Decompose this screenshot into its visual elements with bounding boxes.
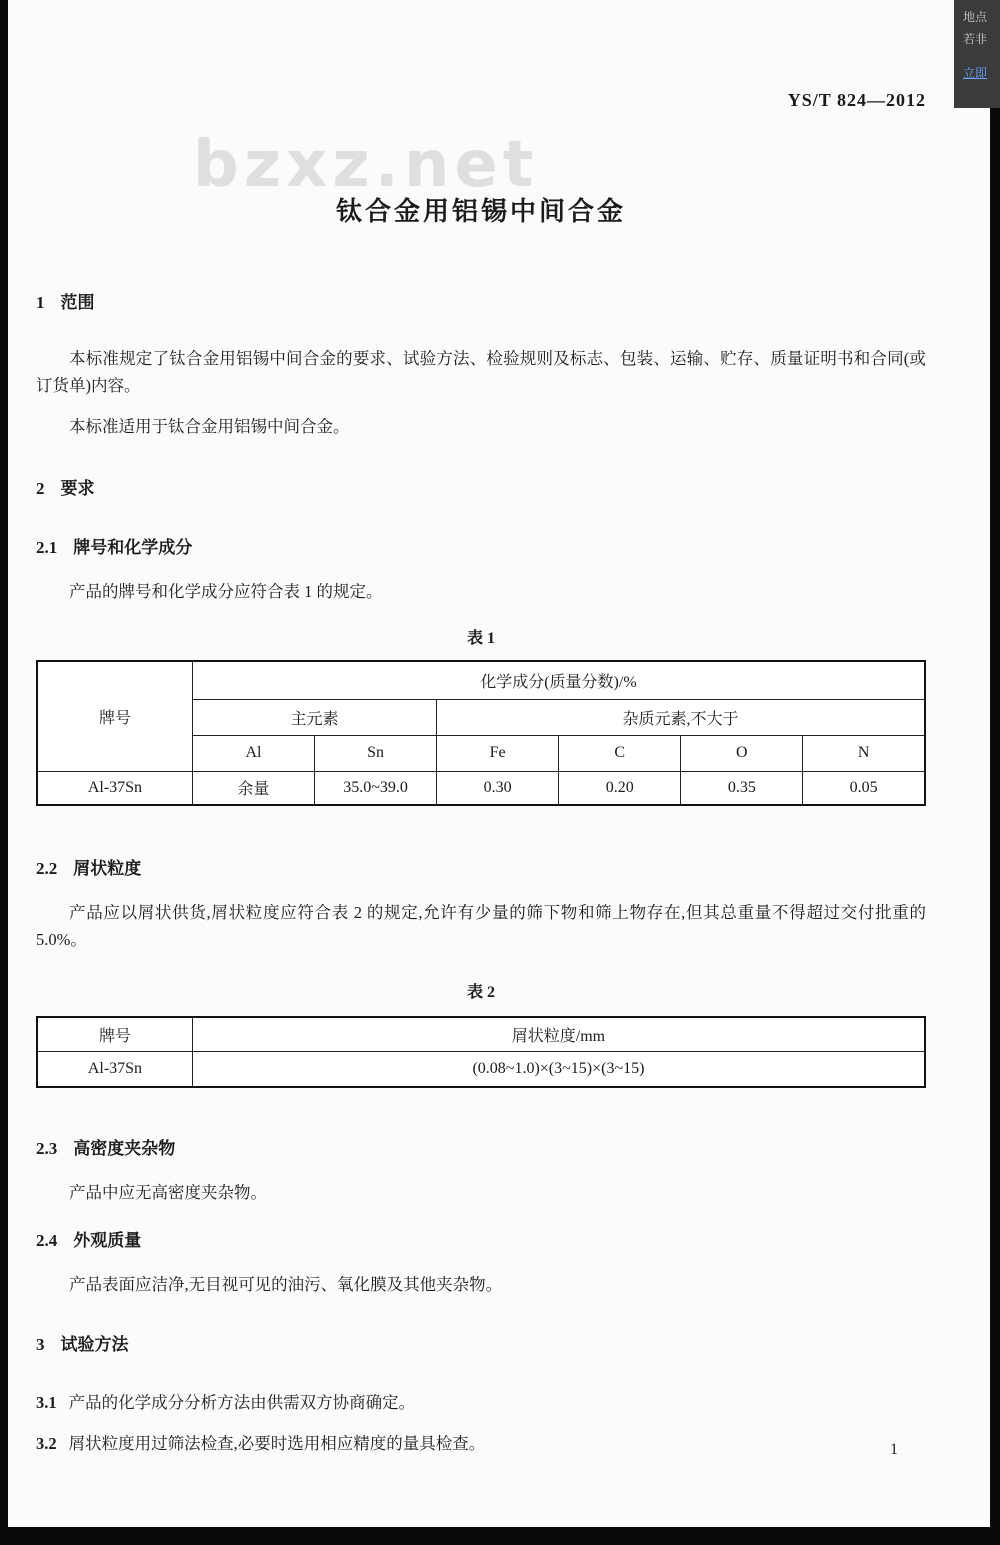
section-2-1-heading	[36, 533, 926, 558]
clause-text: 产品的化学成分分析方法由供需双方协商确定。	[68, 1393, 416, 1412]
table1-main-elements-group: 主元素	[192, 699, 436, 735]
section-2-2-heading	[36, 854, 926, 879]
popup-overlay	[954, 0, 1000, 108]
section-number: 3	[36, 1335, 45, 1354]
section-title: 要求	[60, 479, 95, 498]
table-1-caption: 表 1	[466, 630, 495, 647]
table-row	[37, 1051, 925, 1087]
table-1	[36, 660, 926, 806]
table1-row-brand: Al-37Sn	[37, 771, 192, 805]
page-title: 钛合金用铝锡中间合金	[335, 197, 626, 226]
table1-value-c: 0.20	[559, 771, 681, 805]
table1-impurity-group: 杂质元素,不大于	[437, 699, 925, 735]
document-page	[8, 0, 990, 1527]
table2-row-value: (0.08~1.0)×(3~15)×(3~15)	[192, 1051, 925, 1087]
paragraph-scope-2: 本标准适用于钛合金用铝锡中间合金。	[69, 417, 350, 436]
section-number: 2.1	[36, 538, 58, 557]
section-title: 高密度夹杂物	[73, 1139, 176, 1158]
page-number: 1	[890, 1441, 898, 1458]
table-2-caption: 表 2	[466, 984, 495, 1001]
table2-row-brand: Al-37Sn	[37, 1051, 192, 1087]
section-title: 试验方法	[60, 1335, 129, 1354]
clause-3-2	[36, 1430, 926, 1457]
table2-size-header: 屑状粒度/mm	[192, 1017, 925, 1051]
section-number: 2.3	[36, 1139, 58, 1158]
standard-number: YS/T 824—2012	[787, 90, 926, 110]
table2-brand-header: 牌号	[37, 1017, 192, 1051]
overlay-text-line2: 若非	[963, 32, 988, 47]
table1-value-fe: 0.30	[437, 771, 559, 805]
table1-value-sn: 35.0~39.0	[314, 771, 436, 805]
section-title: 牌号和化学成分	[73, 538, 193, 557]
table1-element-sn: Sn	[314, 735, 436, 771]
table-row	[37, 771, 925, 805]
clause-number: 3.1	[36, 1393, 57, 1412]
section-number: 1	[36, 293, 45, 312]
table1-element-al: Al	[192, 735, 314, 771]
section-number: 2	[36, 479, 45, 498]
paragraph-particle-size: 产品应以屑状供货,屑状粒度应符合表 2 的规定,允许有少量的筛下物和筛上物存在,但其总重量不得超过交付批重的 5.0%。	[36, 903, 926, 949]
section-2-3-heading	[36, 1134, 926, 1159]
paragraph-scope-1: 本标准规定了钛合金用铝锡中间合金的要求、试验方法、检验规则及标志、包装、运输、贮存、质量证明书和合同(或订货单)内容。	[36, 349, 926, 395]
clause-text: 屑状粒度用过筛法检查,必要时选用相应精度的量具检查。	[68, 1434, 486, 1453]
table-2	[36, 1016, 926, 1088]
section-3-heading	[36, 1330, 926, 1355]
section-2-4-heading	[36, 1226, 926, 1251]
paragraph-inclusions: 产品中应无高密度夹杂物。	[69, 1183, 267, 1202]
table1-value-o: 0.35	[681, 771, 803, 805]
section-title: 范围	[60, 293, 95, 312]
paragraph-composition: 产品的牌号和化学成分应符合表 1 的规定。	[69, 582, 383, 601]
table1-element-c: C	[559, 735, 681, 771]
table1-value-n: 0.05	[803, 771, 925, 805]
section-number: 2.4	[36, 1231, 58, 1250]
section-number: 2.2	[36, 859, 58, 878]
clause-3-1	[36, 1389, 926, 1416]
table1-element-n: N	[803, 735, 925, 771]
table1-value-al: 余量	[192, 771, 314, 805]
table1-element-o: O	[681, 735, 803, 771]
table1-composition-header: 化学成分(质量分数)/%	[192, 661, 925, 699]
section-title: 屑状粒度	[73, 859, 142, 878]
overlay-link[interactable]: 立即	[963, 66, 988, 81]
watermark: bzxz.net	[193, 128, 539, 202]
clause-number: 3.2	[36, 1434, 57, 1453]
table1-element-fe: Fe	[437, 735, 559, 771]
section-1-heading	[36, 288, 926, 313]
table1-brand-header: 牌号	[37, 661, 192, 771]
section-title: 外观质量	[73, 1231, 142, 1250]
overlay-text-line1: 地点	[963, 10, 988, 24]
paragraph-appearance: 产品表面应洁净,无目视可见的油污、氧化膜及其他夹杂物。	[69, 1275, 503, 1294]
section-2-heading	[36, 474, 926, 499]
